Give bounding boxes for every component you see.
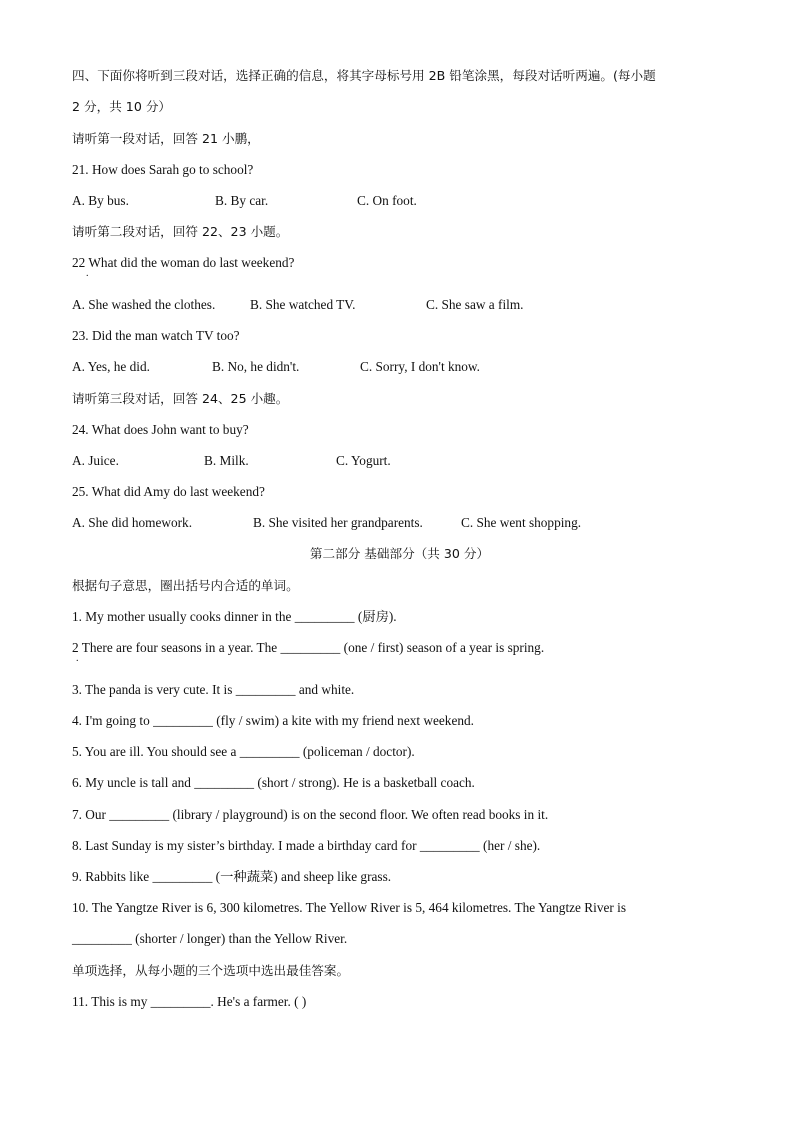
part2-title: 第二部分 基础部分（共 30 分）	[309, 546, 490, 561]
question-25-options	[72, 514, 727, 532]
fill-item-2: 2 There are four seasons in a year. The _________ (one / first) season of a year is spring.	[72, 640, 545, 655]
question-23-options	[72, 358, 727, 376]
option-a: A. Juice.	[72, 453, 119, 468]
option-b: B. No, he didn't.	[212, 359, 300, 374]
fill-item-5: 5. You are ill. You should see a _________ (policeman / doctor).	[72, 744, 415, 759]
option-b: B. She visited her grandparents.	[253, 515, 423, 530]
fill-item-4: 4. I'm going to _________ (fly / swim) a kite with my friend next weekend.	[72, 713, 474, 728]
dialog2-prompt: 请听第二段对话，回符 22、23 小题。	[72, 224, 289, 239]
fill-item-9: 9. Rabbits like _________ (一种蔬菜) and sheep like grass.	[72, 869, 392, 884]
question-25: 25. What did Amy do last weekend?	[72, 484, 265, 499]
fill-item-10-line1: 10. The Yangtze River is 6, 300 kilometres. The Yellow River is 5, 464 kilometres. The Yangtze River is	[72, 900, 626, 915]
fill-item-7: 7. Our _________ (library / playground) is on the second floor. We often read books in it.	[72, 807, 549, 822]
part2-instruction: 根据句子意思，圈出括号内合适的单词。	[72, 578, 299, 593]
section4-instruction-line2: 2 分，共 10 分）	[72, 99, 172, 114]
fill-item-1: 1. My mother usually cooks dinner in the _________ (厨房).	[72, 609, 397, 624]
option-b: B. She watched TV.	[250, 297, 356, 312]
option-c: C. Sorry, I don't know.	[360, 359, 480, 374]
exam-page	[72, 0, 727, 1123]
question-24: 24. What does John want to buy?	[72, 422, 249, 437]
stray-dot-mark: .	[86, 268, 89, 279]
option-c: C. She saw a film.	[426, 297, 524, 312]
option-c: C. Yogurt.	[336, 453, 391, 468]
fill-item-6: 6. My uncle is tall and _________ (short / strong). He is a basketball coach.	[72, 775, 475, 790]
option-a: A. She washed the clothes.	[72, 297, 216, 312]
fill-item-8: 8. Last Sunday is my sister’s birthday. I made a birthday card for _________ (her / she).	[72, 838, 541, 853]
fill-item-3: 3. The panda is very cute. It is _________ and white.	[72, 682, 355, 697]
section4-instruction-line1: 四、下面你将听到三段对话，选择正确的信息，将其字母标号用 2B 铅笔涂黑，每段对话听两遍。(每小题	[72, 68, 656, 83]
stray-dot-mark: .	[76, 653, 79, 664]
question-21: 21. How does Sarah go to school?	[72, 162, 254, 177]
question-11: 11. This is my _________. He's a farmer. ( )	[72, 994, 307, 1009]
question-21-options	[72, 192, 727, 210]
question-22-options	[72, 296, 727, 314]
option-b: B. Milk.	[204, 453, 249, 468]
question-23: 23. Did the man watch TV too?	[72, 328, 240, 343]
option-b: B. By car.	[215, 193, 269, 208]
option-a: A. By bus.	[72, 193, 129, 208]
option-a: A. Yes, he did.	[72, 359, 150, 374]
option-c: C. She went shopping.	[461, 515, 582, 530]
question-24-options	[72, 452, 727, 470]
option-c: C. On foot.	[357, 193, 417, 208]
fill-item-10-line2: _________ (shorter / longer) than the Yellow River.	[72, 931, 348, 946]
dialog1-prompt: 请听第一段对话，回答 21 小鹏，	[72, 131, 260, 146]
dialog3-prompt: 请听第三段对话，回答 24、25 小趣。	[72, 391, 289, 406]
mc-instruction: 单项选择，从每小题的三个选项中选出最佳答案。	[72, 963, 350, 978]
option-a: A. She did homework.	[72, 515, 193, 530]
question-22: 22 What did the woman do last weekend?	[72, 255, 295, 270]
